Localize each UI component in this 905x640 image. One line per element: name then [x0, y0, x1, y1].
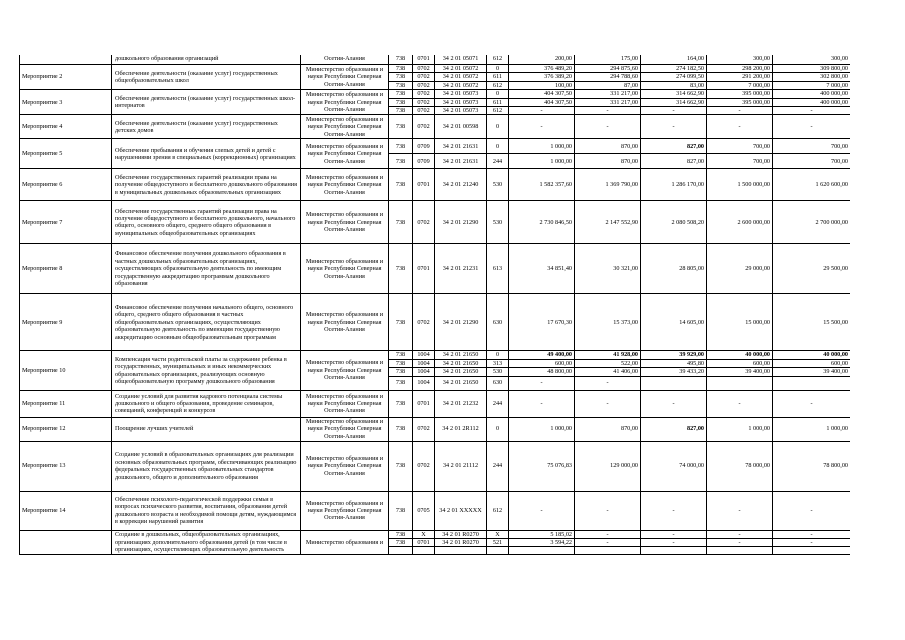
table-cell: 1004 — [413, 351, 435, 359]
table-cell: 738 — [389, 368, 413, 376]
table-cell: 34 2 01 21650 — [435, 376, 487, 390]
table-cell: Министерство образования и науки Республики Северная Осетия-Алания — [301, 417, 389, 441]
table-cell: 613 — [487, 244, 509, 294]
table-cell: 0709 — [413, 139, 435, 154]
table-cell: X — [413, 530, 435, 538]
table-cell — [487, 547, 509, 555]
table-cell — [389, 547, 413, 555]
table-cell: 611 — [487, 73, 509, 81]
table-cell: Министерство образования и науки Республики Северная Осетия-Алания — [301, 90, 389, 115]
table-cell: Мероприятие 2 — [20, 65, 112, 90]
table-cell: Мероприятие 3 — [20, 90, 112, 115]
table-cell: 300,00 — [773, 55, 851, 65]
table-row — [20, 169, 851, 201]
table-cell: 495,80 — [641, 359, 707, 367]
table-cell: - — [641, 390, 707, 417]
table-cell: 3 594,22 — [509, 539, 575, 547]
table-cell: 300,00 — [707, 55, 773, 65]
table-cell: 1 000,00 — [773, 417, 851, 441]
table-cell: 34 2 01 00598 — [435, 115, 487, 139]
table-cell: 34 2 01 21112 — [435, 441, 487, 491]
table-cell: - — [575, 107, 641, 115]
table-cell: - — [707, 115, 773, 139]
table-cell: 700,00 — [707, 154, 773, 169]
table-cell: 129 000,00 — [575, 441, 641, 491]
table-row — [20, 201, 851, 244]
table-cell: 100,00 — [509, 81, 575, 89]
table-cell: Министерство образования и науки Республики Северная Осетия-Алания — [301, 390, 389, 417]
table-cell: 827,00 — [641, 154, 707, 169]
table-cell: - — [773, 390, 851, 417]
table-cell: 522,00 — [575, 359, 641, 367]
table-cell: 5 185,02 — [509, 530, 575, 538]
table-cell: Мероприятие 6 — [20, 169, 112, 201]
table-cell: - — [509, 115, 575, 139]
table-row — [20, 294, 851, 351]
table-cell: 29 000,00 — [707, 244, 773, 294]
table-cell: - — [575, 376, 641, 390]
table-cell: Создание условий для развития кадрового потенциала системы дошкольного и общего образования, проведение семинаров, совещаний, конференций и конкурсов — [112, 390, 301, 417]
table-cell: Создание в дошкольных, общеобразовательных организациях, организациях дополнительного образования детей (в том числе в организациях, осуществляющих образовательную деятельность — [112, 530, 301, 555]
table-cell: Компенсация части родительской платы за содержание ребенка в государственных, муниципальных и иных некоммерческих образовательных организациях, реализующих основную общеобразовательную программу дошкольного образования — [112, 351, 301, 390]
table-cell: 34 2 01 R0270 — [435, 530, 487, 538]
table-cell: 34 2 01 21290 — [435, 201, 487, 244]
table-cell: 1004 — [413, 376, 435, 390]
table-cell: Министерство образования и науки Республики Северная Осетия-Алания — [301, 441, 389, 491]
table-cell — [641, 547, 707, 555]
table-cell: 738 — [389, 90, 413, 98]
budget-table-page — [19, 55, 850, 580]
table-cell: 34 2 01 05073 — [435, 98, 487, 106]
table-row — [20, 139, 851, 154]
table-cell — [641, 376, 707, 390]
table-cell: 600,00 — [509, 359, 575, 367]
table-cell: 1 620 600,00 — [773, 169, 851, 201]
table-cell: 0702 — [413, 90, 435, 98]
table-cell: - — [773, 491, 851, 530]
table-cell: 48 800,00 — [509, 368, 575, 376]
table-row — [20, 90, 851, 98]
table-cell: 1 000,00 — [509, 154, 575, 169]
table-cell: Министерство образования и науки Республики Северная Осетия-Алания — [301, 294, 389, 351]
table-cell: - — [575, 539, 641, 547]
table-cell: 291 200,00 — [707, 73, 773, 81]
table-cell: - — [707, 107, 773, 115]
table-cell: 0702 — [413, 441, 435, 491]
table-cell: Министерство образования и — [301, 530, 389, 555]
table-cell: 1 000,00 — [509, 417, 575, 441]
table-cell — [773, 376, 851, 390]
table-cell: 612 — [487, 55, 509, 65]
table-cell: - — [773, 530, 851, 538]
table-cell: 1004 — [413, 368, 435, 376]
table-cell: 738 — [389, 390, 413, 417]
table-cell: - — [641, 107, 707, 115]
table-cell: 700,00 — [773, 139, 851, 154]
table-cell: Создание условий в образовательных организациях для реализации основных образовательных программ, обеспечивающих реализацию федеральных государственных образовательных стандартов дошкольного, общего и дополнительного образования — [112, 441, 301, 491]
table-cell — [707, 547, 773, 555]
table-row — [20, 55, 851, 65]
table-cell: 78 800,00 — [773, 441, 851, 491]
table-cell: 0702 — [413, 201, 435, 244]
table-row — [20, 417, 851, 441]
table-cell: 0701 — [413, 169, 435, 201]
table-cell: 2 600 000,00 — [707, 201, 773, 244]
table-row — [20, 390, 851, 417]
table-cell: Финансовое обеспечение получения начального общего, основного общего, среднего общего образования в частных общеобразовательных организациях, осуществляющих образовательную деятельность по имеющим государственную аккредитацию основным общеобразовательным программам — [112, 294, 301, 351]
table-cell: 827,00 — [641, 417, 707, 441]
table-cell: 309 800,00 — [773, 65, 851, 73]
table-cell: 244 — [487, 390, 509, 417]
table-cell: 395 000,00 — [707, 90, 773, 98]
table-cell: 870,00 — [575, 139, 641, 154]
table-cell: Мероприятие 10 — [20, 351, 112, 390]
table-cell: 34 2 01 05072 — [435, 65, 487, 73]
table-cell: 600,00 — [707, 359, 773, 367]
table-cell: 738 — [389, 81, 413, 89]
table-cell: 41 406,00 — [575, 368, 641, 376]
table-row — [20, 115, 851, 139]
table-cell — [435, 547, 487, 555]
table-cell: 612 — [487, 81, 509, 89]
table-cell: 75 076,83 — [509, 441, 575, 491]
table-cell: 39 929,00 — [641, 351, 707, 359]
table-cell: 1 369 790,00 — [575, 169, 641, 201]
table-cell: 0 — [487, 351, 509, 359]
table-cell: 34 2 01 21650 — [435, 351, 487, 359]
table-cell: 274 099,50 — [641, 73, 707, 81]
table-cell: 0705 — [413, 491, 435, 530]
table-cell: - — [509, 390, 575, 417]
table-cell: дошкольного образования организаций — [112, 55, 301, 65]
table-cell: 1 582 357,60 — [509, 169, 575, 201]
table-cell: Мероприятие 9 — [20, 294, 112, 351]
table-cell: 404 307,50 — [509, 90, 575, 98]
table-cell: 600,00 — [773, 359, 851, 367]
table-cell: 612 — [487, 107, 509, 115]
table-cell: 331 217,00 — [575, 98, 641, 106]
table-cell: 34 2 01 05072 — [435, 81, 487, 89]
table-cell: 39 400,00 — [707, 368, 773, 376]
table-cell: Мероприятие 14 — [20, 491, 112, 530]
table-cell: 34 2 01 21650 — [435, 359, 487, 367]
table-cell: - — [575, 491, 641, 530]
table-cell: 738 — [389, 294, 413, 351]
table-cell: - — [509, 107, 575, 115]
table-cell: 28 805,00 — [641, 244, 707, 294]
table-cell: 87,00 — [575, 81, 641, 89]
table-cell: 274 182,50 — [641, 65, 707, 73]
table-cell: 395 000,00 — [707, 98, 773, 106]
table-cell: Обеспечение деятельности (оказание услуг) государственных детских домов — [112, 115, 301, 139]
table-cell: 41 928,00 — [575, 351, 641, 359]
table-cell: 521 — [487, 539, 509, 547]
table-cell: 331 217,00 — [575, 90, 641, 98]
table-row — [20, 65, 851, 73]
table-cell: 34 2 01 21240 — [435, 169, 487, 201]
table-cell: 738 — [389, 65, 413, 73]
table-cell: 2 730 846,50 — [509, 201, 575, 244]
table-cell: 0 — [487, 417, 509, 441]
table-cell: - — [707, 530, 773, 538]
table-cell: 175,00 — [575, 55, 641, 65]
table-cell: 530 — [487, 201, 509, 244]
table-cell: 29 500,00 — [773, 244, 851, 294]
table-cell: Обеспечение государственных гарантий реализации права на получение общедоступного и бесплатного дошкольного, начального общего, основного общего, среднего общего образования в муниципальных общеобразовательных организациях — [112, 201, 301, 244]
table-cell: 738 — [389, 359, 413, 367]
table-cell: 0702 — [413, 65, 435, 73]
table-cell: 0 — [487, 65, 509, 73]
table-cell: 1004 — [413, 359, 435, 367]
table-cell: 2 700 000,00 — [773, 201, 851, 244]
table-cell: Министерство образования и науки Республики Северная Осетия-Алания — [301, 115, 389, 139]
table-cell: - — [509, 491, 575, 530]
table-cell: 30 321,00 — [575, 244, 641, 294]
table-cell: 15 500,00 — [773, 294, 851, 351]
table-cell: 15 000,00 — [707, 294, 773, 351]
table-cell: Министерство образования и науки Республики Северная Осетия-Алания — [301, 201, 389, 244]
table-cell: 2 147 552,90 — [575, 201, 641, 244]
table-cell: - — [707, 390, 773, 417]
table-cell: 15 373,00 — [575, 294, 641, 351]
table-cell: 738 — [389, 98, 413, 106]
table-cell: 738 — [389, 351, 413, 359]
table-cell: 738 — [389, 417, 413, 441]
table-cell: Министерство образования и науки Республики Северная Осетия-Алания — [301, 139, 389, 169]
table-cell: 39 400,00 — [773, 368, 851, 376]
table-cell: 738 — [389, 139, 413, 154]
table-cell: 870,00 — [575, 417, 641, 441]
table-cell: 0701 — [413, 539, 435, 547]
table-cell: 34 2 01 R0270 — [435, 539, 487, 547]
table-cell: - — [773, 107, 851, 115]
table-cell: 34 2 01 2R112 — [435, 417, 487, 441]
table-cell: Обеспечение деятельности (оказание услуг) государственных общеобразовательных школ — [112, 65, 301, 90]
table-cell: 738 — [389, 376, 413, 390]
table-cell: 400 000,00 — [773, 90, 851, 98]
table-cell: 34 851,40 — [509, 244, 575, 294]
table-cell: - — [641, 115, 707, 139]
table-cell: Осетия-Алания — [301, 55, 389, 65]
table-cell: 0702 — [413, 294, 435, 351]
table-cell: Мероприятие 5 — [20, 139, 112, 169]
table-cell: 0702 — [413, 81, 435, 89]
table-cell: 294 875,60 — [575, 65, 641, 73]
table-cell: 612 — [487, 491, 509, 530]
table-cell: 870,00 — [575, 154, 641, 169]
table-cell: 0701 — [413, 390, 435, 417]
table-cell: 0 — [487, 139, 509, 154]
table-cell: Поощрение лучших учителей — [112, 417, 301, 441]
table-cell: - — [641, 530, 707, 538]
table-cell: 200,00 — [509, 55, 575, 65]
table-cell: 1 500 000,00 — [707, 169, 773, 201]
table-row — [20, 441, 851, 491]
table-cell — [20, 530, 112, 555]
table-cell: - — [641, 491, 707, 530]
table-cell: 2 080 508,20 — [641, 201, 707, 244]
table-cell: 0 — [487, 90, 509, 98]
table-body — [20, 55, 851, 555]
table-cell: - — [509, 376, 575, 390]
table-cell: 244 — [487, 154, 509, 169]
table-cell: 78 000,00 — [707, 441, 773, 491]
table-cell: 630 — [487, 376, 509, 390]
table-cell: - — [707, 491, 773, 530]
table-cell: 738 — [389, 55, 413, 65]
table-cell: 738 — [389, 441, 413, 491]
table-cell: 376 389,20 — [509, 73, 575, 81]
table-cell: X — [487, 530, 509, 538]
table-cell: 34 2 01 05073 — [435, 107, 487, 115]
table-cell: 0 — [487, 115, 509, 139]
table-cell: 39 433,20 — [641, 368, 707, 376]
table-cell: 34 2 01 21290 — [435, 294, 487, 351]
table-cell: 14 605,00 — [641, 294, 707, 351]
table-cell: Обеспечение психолого-педагогической поддержки семьи в вопросах психического развития, воспитания, образования детей дошкольного возраста и необходимой помощи детям, нуждающимся в коррекции нарушений развития — [112, 491, 301, 530]
table-cell: 34 2 01 05073 — [435, 90, 487, 98]
table-cell: Министерство образования и науки Республики Северная Осетия-Алания — [301, 491, 389, 530]
table-cell: 1 000,00 — [509, 139, 575, 154]
table-cell: 700,00 — [707, 139, 773, 154]
table-cell: 34 2 01 21631 — [435, 139, 487, 154]
table-cell — [509, 547, 575, 555]
table-cell: 738 — [389, 169, 413, 201]
table-cell: 34 2 01 XXXXX — [435, 491, 487, 530]
table-cell — [413, 547, 435, 555]
table-cell — [707, 376, 773, 390]
table-cell: 313 — [487, 359, 509, 367]
table-cell: 700,00 — [773, 154, 851, 169]
table-cell: 0702 — [413, 115, 435, 139]
table-cell: - — [575, 115, 641, 139]
table-cell: 1 286 170,00 — [641, 169, 707, 201]
table-row — [20, 244, 851, 294]
table-cell: - — [575, 530, 641, 538]
table-cell: 738 — [389, 539, 413, 547]
table-cell: 314 662,90 — [641, 98, 707, 106]
table-cell: 7 000,00 — [773, 81, 851, 89]
table-cell: - — [707, 539, 773, 547]
table-cell: 164,00 — [641, 55, 707, 65]
table-cell: Мероприятие 12 — [20, 417, 112, 441]
table-cell: Мероприятие 11 — [20, 390, 112, 417]
table-cell: 0709 — [413, 154, 435, 169]
table-cell: Мероприятие 7 — [20, 201, 112, 244]
table-cell: 0702 — [413, 417, 435, 441]
table-cell: 34 2 01 21631 — [435, 154, 487, 169]
table-cell: 738 — [389, 530, 413, 538]
table-cell: 738 — [389, 244, 413, 294]
table-cell: 40 000,00 — [773, 351, 851, 359]
table-row — [20, 530, 851, 538]
table-cell: 1 000,00 — [707, 417, 773, 441]
table-cell: 34 2 01 21650 — [435, 368, 487, 376]
table-cell: 294 788,60 — [575, 73, 641, 81]
table-row — [20, 351, 851, 359]
table-cell: Обеспечение государственных гарантий реализации права на получение общедоступного и бесплатного дошкольного образования в муниципальных дошкольных образовательных организациях — [112, 169, 301, 201]
table-cell: 0701 — [413, 55, 435, 65]
table-cell: 738 — [389, 201, 413, 244]
table-cell: 83,00 — [641, 81, 707, 89]
table-cell: 0701 — [413, 244, 435, 294]
table-cell: 49 400,00 — [509, 351, 575, 359]
table-row — [20, 491, 851, 530]
table-cell: 611 — [487, 98, 509, 106]
table-cell: 827,00 — [641, 139, 707, 154]
table-cell: Министерство образования и науки Республики Северная Осетия-Алания — [301, 351, 389, 390]
table-cell: 530 — [487, 169, 509, 201]
table-cell: 0702 — [413, 73, 435, 81]
table-cell — [773, 547, 851, 555]
table-cell: 34 2 01 21231 — [435, 244, 487, 294]
table-cell: 0702 — [413, 107, 435, 115]
table-cell: Мероприятие 8 — [20, 244, 112, 294]
table-cell: Министерство образования и науки Республики Северная Осетия-Алания — [301, 169, 389, 201]
table-cell: Финансовое обеспечение получения дошкольного образования в частных дошкольных образовательных организациях, осуществляющих образовательную деятельность по имеющим государственную аккредитацию программам дошкольного образования — [112, 244, 301, 294]
table-cell: 738 — [389, 73, 413, 81]
table-cell: 34 2 01 21232 — [435, 390, 487, 417]
table-cell: 314 662,90 — [641, 90, 707, 98]
table-cell: 630 — [487, 294, 509, 351]
budget-table — [19, 55, 850, 555]
table-cell: - — [773, 539, 851, 547]
table-cell: 34 2 01 05072 — [435, 73, 487, 81]
table-cell: Обеспечение деятельности (оказание услуг) государственных школ-интернатов — [112, 90, 301, 115]
table-cell: - — [641, 539, 707, 547]
table-cell: Мероприятие 4 — [20, 115, 112, 139]
table-cell: 738 — [389, 107, 413, 115]
table-cell: 738 — [389, 115, 413, 139]
table-cell — [575, 547, 641, 555]
table-cell: - — [773, 115, 851, 139]
table-cell — [20, 55, 112, 65]
table-cell: 7 000,00 — [707, 81, 773, 89]
table-cell: 40 000,00 — [707, 351, 773, 359]
table-cell: - — [575, 390, 641, 417]
table-cell: 530 — [487, 368, 509, 376]
table-cell: 404 307,50 — [509, 98, 575, 106]
table-cell: 17 670,30 — [509, 294, 575, 351]
table-cell: Министерство образования и науки Республики Северная Осетия-Алания — [301, 65, 389, 90]
table-cell: 302 800,00 — [773, 73, 851, 81]
table-cell: 738 — [389, 491, 413, 530]
table-cell: 376 489,20 — [509, 65, 575, 73]
table-cell: 400 000,00 — [773, 98, 851, 106]
table-cell: Мероприятие 13 — [20, 441, 112, 491]
table-cell: 74 000,00 — [641, 441, 707, 491]
table-cell: 34 2 01 05071 — [435, 55, 487, 65]
table-cell: 0702 — [413, 98, 435, 106]
table-cell: Министерство образования и науки Республики Северная Осетия-Алания — [301, 244, 389, 294]
table-cell: Обеспечение пребывания и обучения слепых детей и детей с нарушениями зрения в специальных (коррекционных) организациях — [112, 139, 301, 169]
table-cell: 738 — [389, 154, 413, 169]
table-cell: 244 — [487, 441, 509, 491]
table-cell: 298 200,00 — [707, 65, 773, 73]
